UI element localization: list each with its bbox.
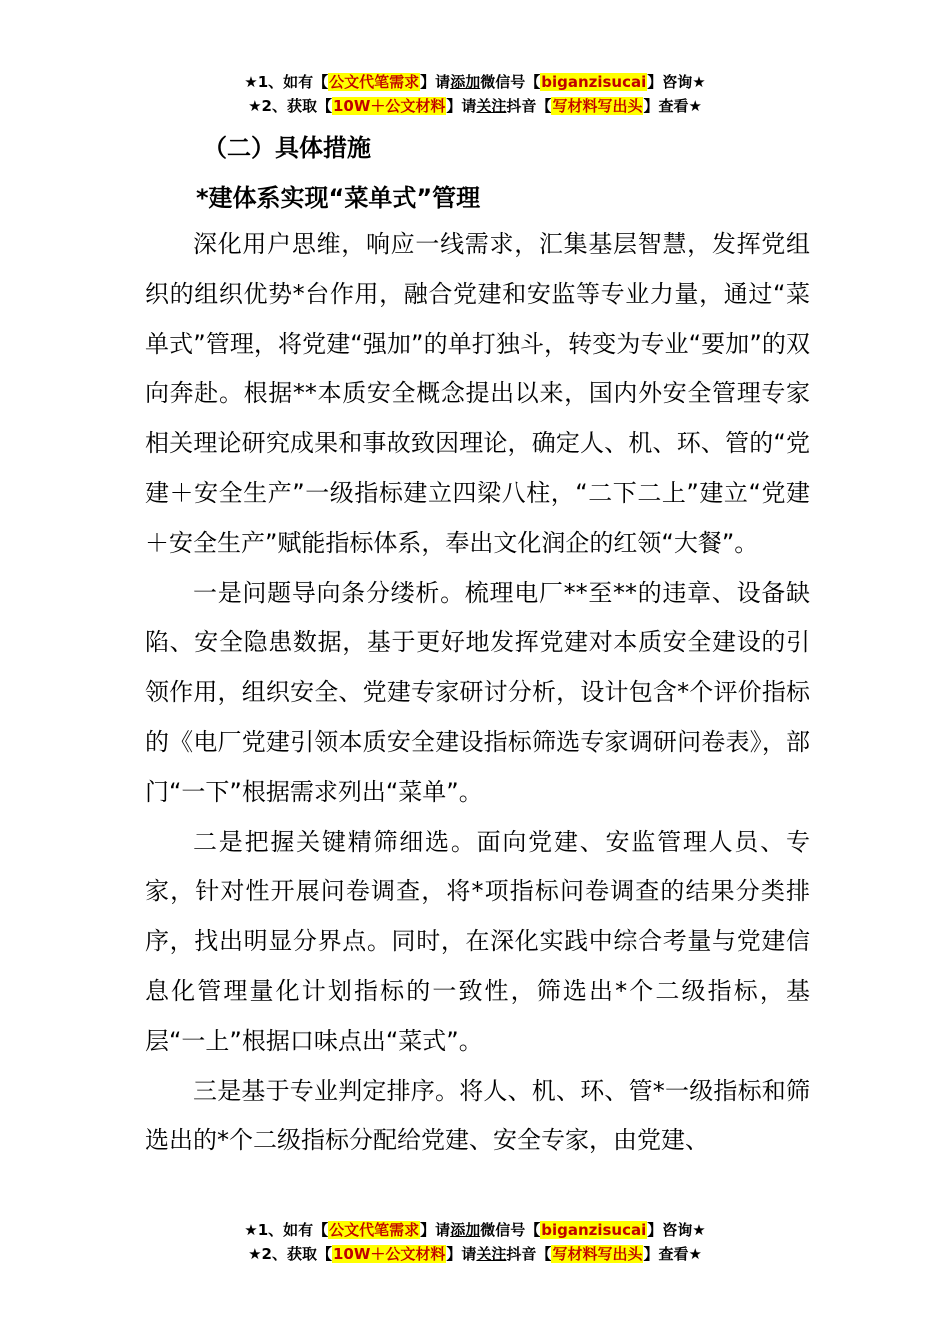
banner-text: 微信号【 <box>480 73 541 91</box>
underlined-word: 关注 <box>476 97 507 115</box>
highlight-service: 公文代笔需求 <box>329 1221 420 1239</box>
banner-text: 】查看★ <box>643 97 702 115</box>
banner-text: 】查看★ <box>643 1245 702 1263</box>
banner-text: ★1、如有【 <box>244 73 329 91</box>
paragraph: 深化用户思维，响应一线需求，汇集基层智慧，发挥党组织的组织优势*台作用，融合党建和安监等专业力量，通过“菜单式”管理，将党建“强加”的单打独斗，转变为专业“要加”的双向奔赴。根据**本质安全概念提出以来，国内外安全管理专家相关理论研究成果和事故致因理论，确定人、机、环、管的“党建＋安全生产”一级指标建立四梁八柱，“二下二上”建立“党建＋安全生产”赋能指标体系，奉出文化润企的红领“大餐”。 <box>145 230 810 557</box>
body-text <box>145 220 810 1166</box>
footer-banner-line-2 <box>0 1242 950 1266</box>
underlined-word: 添加 <box>450 73 481 91</box>
banner-text: 抖音【 <box>506 1245 552 1263</box>
highlight-wechat-id: biganzisucai <box>541 73 647 91</box>
banner-text: 微信号【 <box>480 1221 541 1239</box>
banner-text: 】请 <box>446 1245 477 1263</box>
highlight-materials: 10W＋公文材料 <box>332 1245 446 1263</box>
highlight-douyin: 写材料写出头 <box>552 1245 643 1263</box>
subheading: *建体系实现“菜单式”管理 <box>196 184 481 212</box>
header-banner-line-2 <box>0 94 950 118</box>
banner-text: 】请 <box>420 1221 451 1239</box>
highlight-douyin: 写材料写出头 <box>552 97 643 115</box>
footer-banner-line-1 <box>0 1218 950 1242</box>
banner-text: ★1、如有【 <box>244 1221 329 1239</box>
section-heading: （二）具体措施 <box>203 134 371 162</box>
paragraph: 三是基于专业判定排序。将人、机、环、管*一级指标和筛选出的*个二级指标分配给党建、安全专家，由党建、 <box>145 1076 810 1155</box>
paragraph: 一是问题导向条分缕析。梳理电厂**至**的违章、设备缺陷、安全隐患数据，基于更好地发挥党建对本质安全建设的引领作用，组织安全、党建专家研讨分析，设计包含*个评价指标的《电厂党建引领本质安全建设指标筛选专家调研问卷表》，部门“一下”根据需求列出“菜单”。 <box>145 578 810 806</box>
underlined-word: 关注 <box>476 1245 507 1263</box>
highlight-service: 公文代笔需求 <box>329 73 420 91</box>
banner-text: 】请 <box>446 97 477 115</box>
banner-text: 】咨询★ <box>647 1221 706 1239</box>
banner-text: ★2、获取【 <box>248 1245 332 1263</box>
banner-text: 抖音【 <box>506 97 552 115</box>
underlined-word: 添加 <box>450 1221 481 1239</box>
banner-text: ★2、获取【 <box>248 97 332 115</box>
highlight-materials: 10W＋公文材料 <box>332 97 446 115</box>
banner-text: 】请 <box>420 73 451 91</box>
banner-text: 】咨询★ <box>647 73 706 91</box>
paragraph: 二是把握关键精筛细选。面向党建、安监管理人员、专家，针对性开展问卷调查，将*项指标问卷调查的结果分类排序，找出明显分界点。同时，在深化实践中综合考量与党建信息化管理量化计划指标的一致性，筛选出*个二级指标，基层“一上”根据口味点出“菜式”。 <box>145 827 810 1055</box>
highlight-wechat-id: biganzisucai <box>541 1221 647 1239</box>
header-banner-line-1 <box>0 70 950 94</box>
